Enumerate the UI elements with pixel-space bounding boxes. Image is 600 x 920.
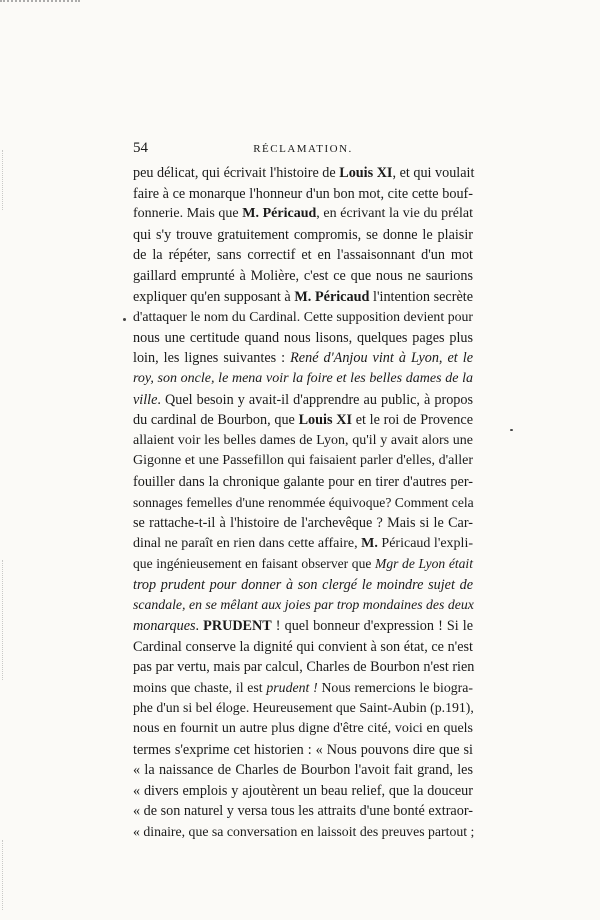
text-fragment: termes s'exprime cet historien : « Nous pouvons dire que si xyxy=(133,741,473,758)
text-fragment: et le roi de Provence xyxy=(351,412,473,429)
text-line xyxy=(133,472,473,493)
text-fragment: loin, les lignes suivantes : xyxy=(133,350,291,367)
ink-speck xyxy=(123,318,126,321)
text-line xyxy=(133,534,473,555)
text-line xyxy=(133,204,473,225)
text-fragment: d'attaquer le nom du Cardinal. Cette supposition devient pour xyxy=(133,309,473,325)
italic-text: monarques xyxy=(133,618,196,635)
text-fragment: dinal ne paraît en rien dans cette affaire, xyxy=(133,535,362,551)
text-fragment: moins que chaste, il est xyxy=(133,679,267,695)
text-line xyxy=(133,740,473,761)
text-fragment: faire à ce monarque l'honneur d'un bon mot, cite cette bouf- xyxy=(133,185,473,202)
text-line xyxy=(133,616,473,637)
text-line xyxy=(133,410,473,431)
italic-text: scandale, en se mêlant aux joies par trop mondaines des deux xyxy=(133,597,474,613)
text-line xyxy=(133,287,473,308)
text-line xyxy=(133,554,473,575)
text-fragment: Cardinal conserve la dignité qui convient à son état, ce n'est xyxy=(133,638,473,655)
bold-text: Louis XI xyxy=(298,412,352,429)
text-fragment: se rattache-t-il à l'histoire de l'archevêque ? Mais si le Car- xyxy=(133,515,473,532)
page-header xyxy=(133,140,473,160)
text-fragment: que ingénieusement en faisant observer que xyxy=(133,556,376,572)
text-line xyxy=(133,266,473,287)
text-fragment: fouiller dans la chronique galante pour en tirer d'autres per- xyxy=(133,473,473,490)
text-fragment: de la répéter, sans correctif et en l'assaisonnant d'un mot xyxy=(133,247,473,264)
text-fragment: sonnages femelles d'une renommée équivoque? Comment cela xyxy=(133,494,474,510)
text-fragment: pas par vertu, mais par calcul, Charles de Bourbon n'est rien xyxy=(133,659,475,676)
text-fragment: gaillard emprunté à Molière, c'est ce que nous ne saurions xyxy=(133,267,473,284)
text-line xyxy=(133,348,473,369)
italic-text: roy, son oncle, le mena voir la foire et les belles dames de la xyxy=(133,370,473,386)
text-line xyxy=(133,513,473,534)
text-fragment: fonnerie. Mais que xyxy=(133,206,243,222)
text-fragment: peu délicat, qui écrivait l'histoire de xyxy=(133,165,340,181)
text-line xyxy=(133,390,473,411)
bold-text: M. Péricaud xyxy=(242,206,317,222)
text-line xyxy=(133,760,473,781)
text-line xyxy=(133,822,473,843)
text-fragment: « dinaire, que sa conversation en laissoit des preuves partout ; xyxy=(133,824,475,839)
text-line xyxy=(133,451,473,472)
bold-text: PRUDENT xyxy=(203,618,272,635)
text-line xyxy=(133,575,473,596)
text-line xyxy=(133,184,473,205)
left-margin-noise xyxy=(2,560,9,680)
bold-text: M. xyxy=(361,535,378,551)
body-text xyxy=(133,163,473,843)
running-title: RÉCLAMATION. xyxy=(253,143,353,155)
text-line xyxy=(133,637,473,658)
text-fragment: Péricaud l'expli- xyxy=(377,535,474,551)
text-fragment: « divers emplois y ajoutèrent un beau relief, que la douceur xyxy=(133,782,473,799)
ink-speck xyxy=(510,429,513,431)
text-fragment: du cardinal de Bourbon, que xyxy=(133,412,299,429)
text-fragment: . xyxy=(195,618,204,635)
text-line xyxy=(133,328,473,349)
left-margin-noise xyxy=(2,840,9,910)
text-line xyxy=(133,307,473,328)
text-fragment: . Quel besoin y avait-il d'apprendre au public, à propos xyxy=(157,391,473,408)
page-number: 54 xyxy=(133,140,148,156)
text-fragment: , et qui voulait xyxy=(392,165,475,181)
top-edge-smudge xyxy=(0,0,80,8)
text-fragment: expliquer qu'en supposant à xyxy=(133,288,295,305)
text-fragment: nous une certitude quand nous lisons, quelques pages plus xyxy=(133,329,473,346)
text-fragment: l'intention secrète xyxy=(369,288,473,305)
italic-text: trop prudent pour donner à son clergé le moindre sujet de xyxy=(133,576,473,593)
bold-text: M. Péricaud xyxy=(294,288,370,305)
text-fragment: , en écrivant la vie du prélat xyxy=(316,206,474,222)
italic-text: Mgr de Lyon était xyxy=(375,556,473,572)
text-fragment: qui s'y trouve gratuitement compromis, se donne le plaisir xyxy=(133,226,473,243)
text-line xyxy=(133,698,473,719)
text-fragment: Gigonne et une Passefillon qui faisaient parler d'elles, d'aller xyxy=(133,453,473,469)
italic-text: ville xyxy=(133,391,158,408)
text-line xyxy=(133,245,473,266)
text-fragment: nous en fournit un autre plus digne d'être cité, voici en quels xyxy=(133,721,473,737)
text-line xyxy=(133,163,473,184)
text-line xyxy=(133,493,473,514)
text-line xyxy=(133,719,473,740)
text-line xyxy=(133,801,473,822)
bold-text: Louis XI xyxy=(339,165,393,181)
text-line xyxy=(133,595,473,616)
text-line xyxy=(133,431,473,452)
text-fragment: phe d'un si bel éloge. Heureusement que Saint-Aubin (p.191), xyxy=(133,700,474,716)
text-fragment: Nous remercions le biogra- xyxy=(317,679,473,695)
text-fragment: ! quel bonneur d'expression ! Si le xyxy=(271,618,474,635)
text-line xyxy=(133,369,473,390)
text-line xyxy=(133,781,473,802)
text-fragment: « de son naturel y versa tous les attraits d'une bonté extraor- xyxy=(133,803,473,820)
left-margin-noise xyxy=(2,150,9,210)
italic-text: René d'Anjou vint à Lyon, et le xyxy=(290,350,474,367)
text-fragment: allaient voir les belles dames de Lyon, qu'il y avait alors une xyxy=(133,432,473,448)
text-fragment: « la naissance de Charles de Bourbon l'avoit fait grand, les xyxy=(133,762,473,779)
italic-text: prudent ! xyxy=(266,679,318,695)
text-line xyxy=(133,225,473,246)
text-line xyxy=(133,657,473,678)
text-line xyxy=(133,678,473,699)
